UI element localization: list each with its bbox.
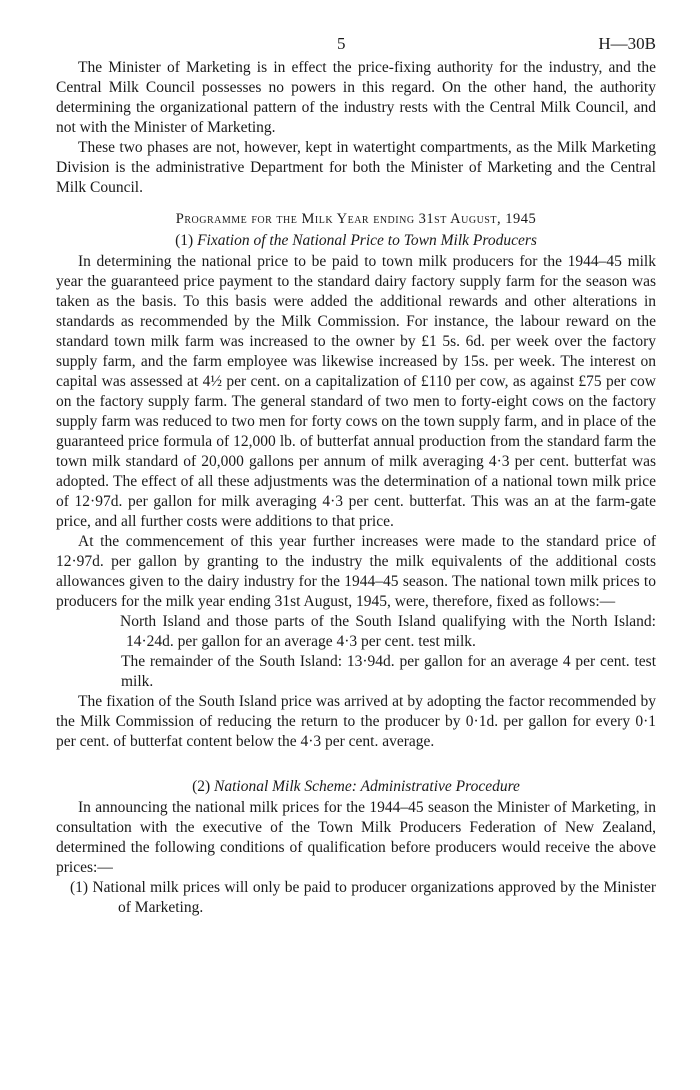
subsection-1-number: (1) [175, 232, 194, 249]
section-heading: Programme for the Milk Year ending 31st August, 1945 [175, 211, 537, 227]
document-page [56, 30, 656, 918]
page-number: 5 [337, 34, 346, 53]
subsection-2-heading [56, 778, 656, 796]
subsection-1-closing: The fixation of the South Island price was arrived at by adopting the factor recommended by the Milk Commission of reducing the return to the producer by 0·1d. per gallon for every 0·1 per cent. of butterfat content below the 4·3 per cent. average. [56, 693, 656, 750]
subsection-1-heading [56, 232, 656, 250]
subsection-1-title: Fixation of the National Price to Town Milk Producers [197, 232, 537, 249]
subsection-2-title: National Milk Scheme: Administrative Procedure [214, 778, 520, 795]
intro-paragraph-1: The Minister of Marketing is in effect the price-fixing authority for the industry, and the Central Milk Council possesses no powers in this regard. On the other hand, the authority determining the organizational pattern of the industry rests with the Central Milk Council, and not with the Minister of Marketing. [56, 59, 656, 136]
price-item-south-island: The remainder of the South Island: 13·94d. per gallon for an average 4 per cent. test milk. [121, 653, 656, 690]
condition-item-1: (1) National milk prices will only be paid to producer organizations approved by the Minister of Marketing. [70, 879, 656, 916]
subsection-2-number: (2) [192, 778, 211, 795]
subsection-1-paragraph-2: At the commencement of this year further increases were made to the standard price of 12·97d. per gallon by granting to the industry the milk equivalents of the additional costs allowances given to the dairy industry for the 1944–45 season. The national town milk prices to producers for the milk year ending 31st August, 1945, were, therefore, fixed as follows:— [56, 533, 656, 610]
page-header [56, 30, 656, 58]
subsection-2-paragraph: In announcing the national milk prices for the 1944–45 season the Minister of Marketing, in consultation with the executive of the Town Milk Producers Federation of New Zealand, determined the following conditions of qualification before producers would receive the above prices:— [56, 799, 656, 876]
subsection-1-paragraph-1: In determining the national price to be paid to town milk producers for the 1944–45 milk year the guaranteed price payment to the standard dairy factory supply farm for the season was taken as the basis. To this basis were added the additional rewards and other alterations in standards as recommended by the Milk Commission. For instance, the labour reward on the standard town milk farm was increased to the owner by £1 5s. 6d. per week over the factory supply farm, and the farm employee was likewise increased by 15s. per week. The interest on capital was assessed at 4½ per cent. on a capitalization of £110 per cow, as against £75 per cow on the factory supply farm. The general standard of two men to forty-eight cows on the factory supply farm was reduced to two men for forty cows on the town supply farm, and in place of the guaranteed price formula of 12,000 lb. of butterfat annual production from the standard farm the town milk standard of 20,000 gallons per annum of milk averaging 4·3 per cent. butterfat was adopted. The effect of all these adjustments was the determination of a national town milk price of 12·97d. per gallon for milk averaging 4·3 per cent. butterfat. This was an at the farm-gate price, and all further costs were additions to that price. [56, 253, 656, 530]
intro-paragraph-2: These two phases are not, however, kept in watertight compartments, as the Milk Marketing Division is the administrative Department for both the Minister of Marketing and the Central Milk Council. [56, 139, 656, 196]
price-item-north-island: North Island and those parts of the South Island qualifying with the North Island: 14·24d. per gallon for an average 4·3 per cent. test milk. [120, 613, 656, 650]
document-reference: H—30B [598, 34, 656, 53]
